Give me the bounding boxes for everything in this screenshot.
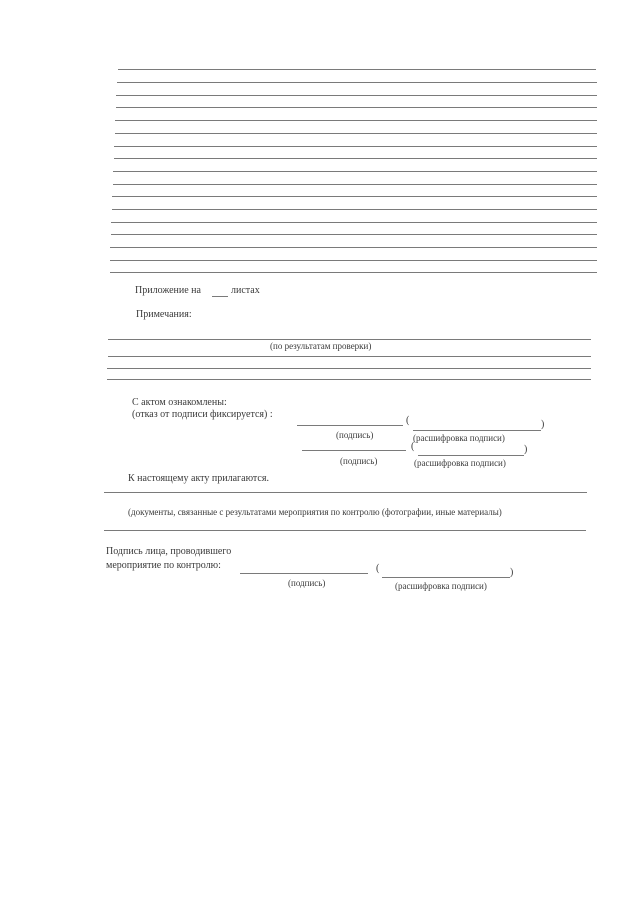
attachments-line (104, 492, 587, 493)
bracket-open: ( (406, 415, 410, 426)
ruled-line (112, 209, 597, 210)
decoding-caption: (расшифровка подписи) (395, 581, 487, 591)
ruled-line (112, 196, 597, 197)
ruled-line (114, 158, 597, 159)
signature-caption: (подпись) (288, 578, 326, 588)
bracket-close: ) (541, 419, 545, 430)
signature-caption: (подпись) (340, 456, 378, 466)
ruled-line (110, 272, 597, 273)
signature-blank (297, 425, 403, 426)
appendix-suffix: листах (231, 285, 260, 296)
bracket-close: ) (510, 567, 514, 578)
ruled-line (115, 120, 597, 121)
bracket-open: ( (411, 441, 415, 452)
inspector-label-line1: Подпись лица, проводившего (106, 546, 232, 557)
appendix-count-blank (212, 296, 228, 297)
ruled-line (110, 247, 597, 248)
inspector-decoding-blank (382, 577, 510, 578)
notes-line (107, 379, 591, 380)
ruled-line (118, 69, 596, 70)
decoding-caption: (расшифровка подписи) (413, 433, 505, 443)
decoding-blank (418, 455, 524, 456)
ruled-line (110, 260, 597, 261)
by-results-caption: (по результатам проверки) (270, 341, 372, 351)
signature-caption: (подпись) (336, 430, 374, 440)
inspector-signature-blank (240, 573, 368, 574)
decoding-blank (413, 430, 541, 431)
attachments-label: К настоящему акту прилагаются. (128, 473, 269, 484)
ruled-line (111, 234, 597, 235)
notes-line (107, 368, 591, 369)
notes-line (108, 356, 591, 357)
ruled-line (116, 95, 597, 96)
bracket-close: ) (524, 444, 528, 455)
attachments-line (104, 530, 586, 531)
ruled-line (117, 82, 597, 83)
ruled-line (113, 171, 597, 172)
ruled-line (114, 146, 597, 147)
refusal-note: (отказ от подписи фиксируется) : (132, 409, 273, 420)
bracket-open: ( (376, 563, 380, 574)
acquainted-label: С актом ознакомлены: (132, 397, 227, 408)
decoding-caption: (расшифровка подписи) (414, 458, 506, 468)
appendix-prefix: Приложение на (135, 285, 201, 296)
ruled-line (113, 184, 597, 185)
signature-blank (302, 450, 406, 451)
documents-caption: (документы, связанные с результатами мероприятия по контролю (фотографии, иные материалы) (128, 507, 502, 517)
ruled-line (116, 107, 597, 108)
inspector-label-line2: мероприятие по контролю: (106, 560, 221, 571)
ruled-line (115, 133, 597, 134)
notes-label: Примечания: (136, 309, 192, 320)
ruled-line (111, 222, 597, 223)
